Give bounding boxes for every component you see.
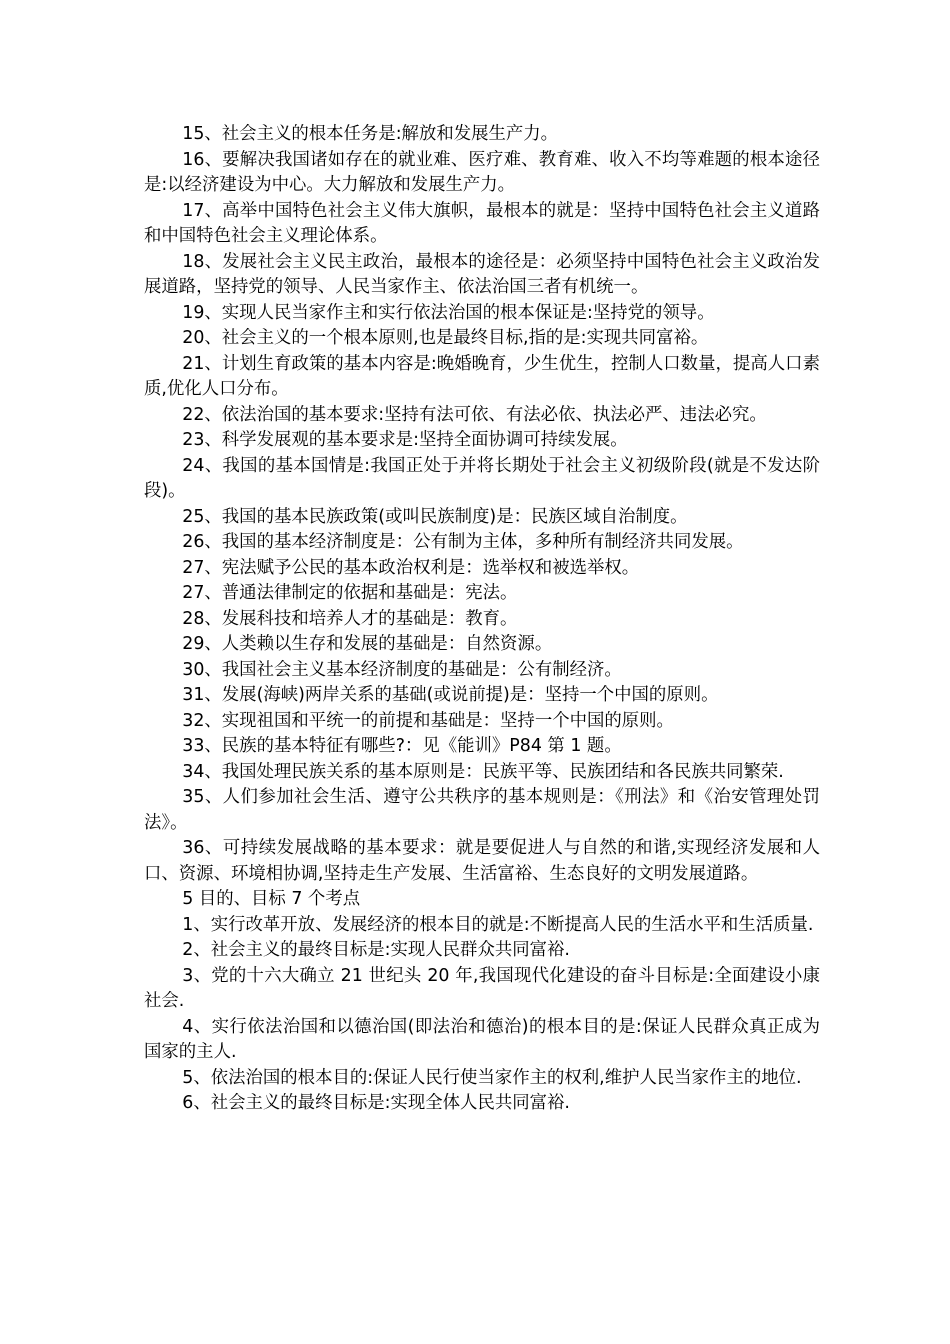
paragraph: 32、实现祖国和平统一的前提和基础是：坚持一个中国的原则。: [182, 710, 674, 731]
paragraph: 25、我国的基本民族政策(或叫民族制度)是：民族区域自治制度。: [182, 506, 688, 527]
paragraph: 4、实行依法治国和以德治国(即法治和德治)的根本目的是:保证人民群众真正成为国家的主人.: [144, 1016, 820, 1062]
paragraph: 34、我国处理民族关系的基本原则是：民族平等、民族团结和各民族共同繁荣.: [182, 761, 784, 782]
paragraph: 30、我国社会主义基本经济制度的基础是：公有制经济。: [182, 659, 622, 680]
paragraph: 1、实行改革开放、发展经济的根本目的就是:不断提高人民的生活水平和生活质量.: [182, 914, 814, 935]
paragraph: 22、依法治国的基本要求:坚持有法可依、有法必依、执法必严、违法必究。: [182, 404, 767, 425]
paragraph: 26、我国的基本经济制度是：公有制为主体，多种所有制经济共同发展。: [182, 532, 744, 552]
paragraph: 29、人类赖以生存和发展的基础是：自然资源。: [182, 634, 553, 654]
paragraph: 16、要解决我国诸如存在的就业难、医疗难、教育难、收入不均等难题的根本途径是:以经济建设为中心。大力解放和发展生产力。: [144, 149, 820, 195]
paragraph: 15、社会主义的根本任务是:解放和发展生产力。: [182, 124, 559, 144]
paragraph: 35、人们参加社会生活、遵守公共秩序的基本规则是：《刑法》和《治安管理处罚法》。: [144, 787, 820, 833]
paragraph: 31、发展(海峡)两岸关系的基础(或说前提)是：坚持一个中国的原则。: [182, 685, 719, 705]
paragraph: 27、宪法赋予公民的基本政治权利是：选举权和被选举权。: [182, 557, 640, 578]
paragraph: 18、发展社会主义民主政治，最根本的途径是：必须坚持中国特色社会主义政治发展道路，坚持党的领导、人民当家作主、依法治国三者有机统一。: [144, 251, 820, 297]
paragraph: 33、民族的基本特征有哪些?：见《能训》P84 第 1 题。: [182, 736, 622, 756]
paragraph: 24、我国的基本国情是:我国正处于并将长期处于社会主义初级阶段(就是不发达阶段)。: [144, 455, 820, 501]
paragraph: 20、社会主义的一个根本原则,也是最终目标,指的是:实现共同富裕。: [182, 328, 709, 348]
paragraph: 36、可持续发展战略的基本要求：就是要促进人与自然的和谐,实现经济发展和人口、资源、环境相协调,坚持走生产发展、生活富裕、生态良好的文明发展道路。: [144, 838, 820, 884]
paragraph: 28、发展科技和培养人才的基础是：教育。: [182, 608, 518, 629]
paragraph: 17、高举中国特色社会主义伟大旗帜，最根本的就是：坚持中国特色社会主义道路和中国特色社会主义理论体系。: [144, 200, 820, 246]
paragraph: 6、社会主义的最终目标是:实现全体人民共同富裕.: [182, 1093, 570, 1113]
paragraph: 27、普通法律制定的依据和基础是：宪法。: [182, 583, 518, 603]
paragraph: 23、科学发展观的基本要求是:坚持全面协调可持续发展。: [182, 430, 628, 450]
paragraph: 5、依法治国的根本目的:保证人民行使当家作主的权利,维护人民当家作主的地位.: [182, 1067, 802, 1088]
paragraph: 19、实现人民当家作主和实行依法治国的根本保证是:坚持党的领导。: [182, 302, 715, 323]
paragraph: 3、党的十六大确立 21 世纪头 20 年,我国现代化建设的奋斗目标是:全面建设小康社会.: [144, 965, 820, 1011]
paragraph: 2、社会主义的最终目标是:实现人民群众共同富裕.: [182, 940, 570, 960]
document-body: [144, 122, 820, 1117]
paragraph: 21、计划生育政策的基本内容是:晚婚晚育，少生优生，控制人口数量，提高人口素质,优化人口分布。: [144, 353, 820, 399]
section-heading: 5 目的、目标 7 个考点: [182, 889, 361, 909]
